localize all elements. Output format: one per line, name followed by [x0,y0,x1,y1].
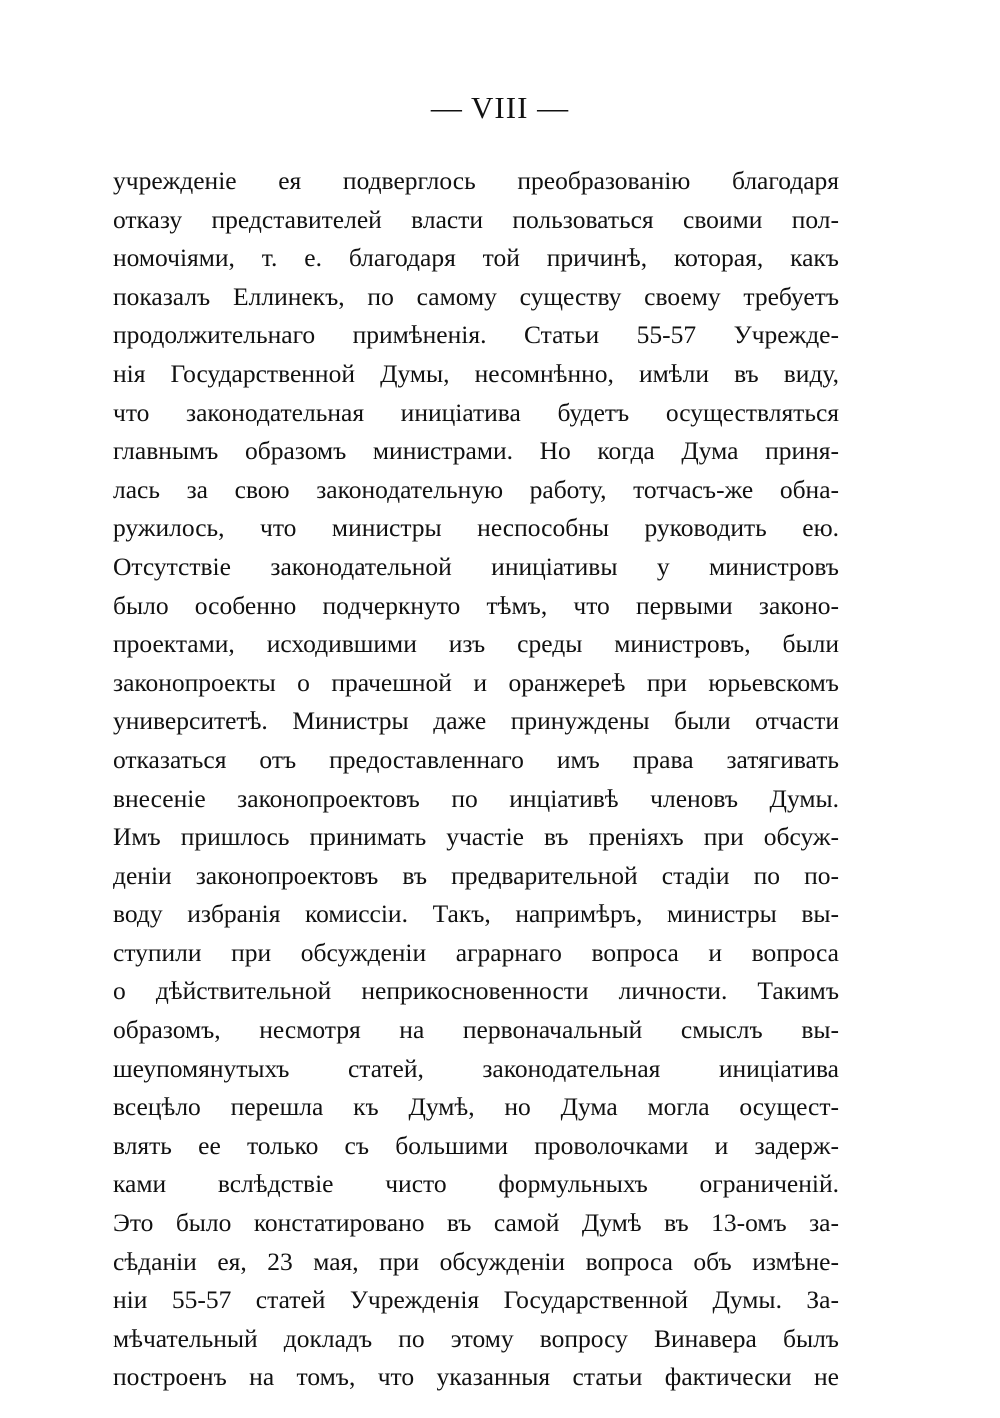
text-line: влять ее только съ большими проволочками и задерж- [113,1130,839,1160]
text-line: ками вслѣдствіе чисто формульныхъ ограниченій. [113,1169,839,1199]
text-line: сѣданіи ея, 23 мая, при обсужденіи вопроса объ измѣне- [113,1246,839,1276]
text-line: лась за свою законодательную работу, тотчасъ-же обна- [113,474,839,504]
text-line: мѣчательный докладъ по этому вопросу Винавера былъ [113,1323,839,1353]
text-line: шеупомянутыхъ статей, законодательная иниціатива [113,1053,839,1083]
text-line: отказу представителей власти пользоваться своими пол- [113,204,839,234]
text-line: внесеніе законопроектовъ по инціативѣ членовъ Думы. [113,783,839,813]
text-line: продолжительнаго примѣненія. Статьи 55-57 Учрежде- [113,320,839,350]
text-line: Отсутствіе законодательной иниціативы у министровъ [113,551,839,581]
text-line: учрежденіе ея подверглось преобразованію благодаря [113,166,839,195]
text-line: было особенно подчеркнуто тѣмъ, что первыми законо- [113,590,839,620]
text-line: проектами, исходившими изъ среды министровъ, были [113,629,839,659]
text-line: деніи законопроектовъ въ предварительной стадіи по по- [113,860,839,890]
text-line: всецѣло перешла къ Думѣ, но Дума могла осущест- [113,1092,839,1122]
text-line: отказаться отъ предоставленнаго имъ права затягивать [113,744,839,774]
text-line: что законодательная иниціатива будетъ осуществляться [113,397,839,427]
text-line: законопроекты о прачешной и оранжереѣ при юрьевскомъ [113,667,839,697]
text-line: показалъ Еллинекъ, по самому существу своему требуетъ [113,281,839,311]
text-line: ніи 55-57 статей Учрежденія Государственной Думы. За- [113,1285,839,1315]
page-number-header: — VIII — [430,90,570,125]
body-text [113,162,839,1397]
text-line: главнымъ образомъ министрами. Но когда Дума приня- [113,436,839,466]
text-line: Имъ пришлось принимать участіе въ преніяхъ при обсуж- [113,822,839,852]
text-line: воду избранія комиссіи. Такъ, напримѣръ, министры вы- [113,899,839,929]
text-line: построенъ на томъ, что указанныя статьи фактически не [113,1362,839,1392]
text-line: номочіями, т. е. благодаря той причинѣ, которая, какъ [113,243,839,273]
text-line: университетѣ. Министры даже принуждены были отчасти [113,706,839,736]
text-line: ступили при обсужденіи аграрнаго вопроса и вопроса [113,937,839,967]
text-line: ружилось, что министры неспособны руководить ею. [113,513,839,543]
text-line: образомъ, несмотря на первоначальный смыслъ вы- [113,1015,839,1045]
text-line: нія Государственной Думы, несомнѣнно, имѣли въ виду, [113,358,839,388]
text-line: о дѣйствительной неприкосновенности личности. Такимъ [113,976,839,1006]
text-line: Это было констатировано въ самой Думѣ въ 13-омъ за- [113,1208,839,1238]
